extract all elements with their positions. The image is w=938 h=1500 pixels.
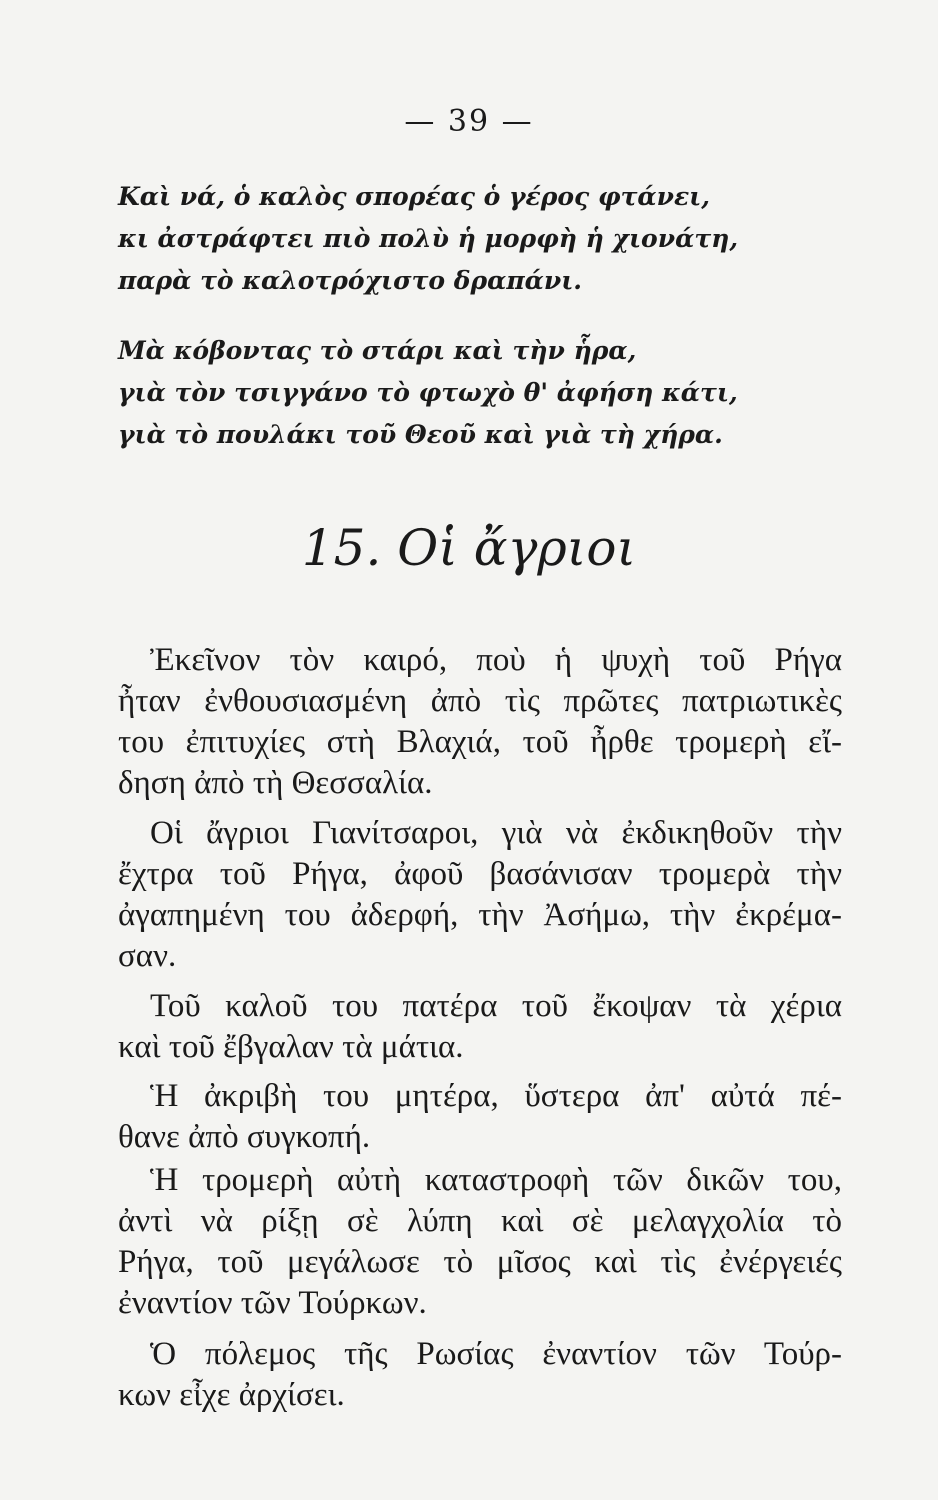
poem-stanza bbox=[118, 176, 838, 302]
paragraph-line: Οἱ ἄγριοι Γιανίτσαροι, γιὰ νὰ ἐκδικηθοῦν τὴν bbox=[150, 815, 842, 851]
poem-line: γιὰ τὸν τσιγγάνο τὸ φτωχὸ θ' ἀφήση κάτι, bbox=[118, 378, 738, 407]
paragraph-line: ἐναντίον τῶν Τούρκων. bbox=[118, 1285, 427, 1321]
poem-line: κι ἀστράφτει πιὸ πολὺ ἡ μορφὴ ἡ χιονάτη, bbox=[118, 224, 739, 253]
section-title: 15. Οἱ ἄγριοι bbox=[301, 519, 637, 577]
paragraph-line: Τοῦ καλοῦ του πατέρα τοῦ ἔκοψαν τὰ χέρια bbox=[150, 988, 842, 1024]
paragraph-line: σαν. bbox=[118, 938, 177, 974]
paragraph-line: ἀντὶ νὰ ρίξῃ σὲ λύπη καὶ σὲ μελαγχολία τὸ bbox=[118, 1203, 842, 1239]
paragraph-line: Ρήγα, τοῦ μεγάλωσε τὸ μῖσος καὶ τὶς ἐνέργειές bbox=[118, 1244, 842, 1280]
paragraph-line: καὶ τοῦ ἔβγαλαν τὰ μάτια. bbox=[118, 1029, 464, 1065]
paragraph-line: ἀγαπημένη του ἀδερφή, τὴν Ἀσήμω, τὴν ἐκρέμα- bbox=[118, 897, 842, 933]
paragraph-line: δηση ἀπὸ τὴ Θεσσαλία. bbox=[118, 765, 433, 801]
paragraph-line: κων εἶχε ἀρχίσει. bbox=[118, 1377, 345, 1413]
paragraph-line: Ἐκεῖνον τὸν καιρό, ποὺ ἡ ψυχὴ τοῦ Ρήγα bbox=[150, 642, 842, 678]
paragraph-line: ἦταν ἐνθουσιασμένη ἀπὸ τὶς πρῶτες πατριωτικὲς bbox=[118, 683, 842, 719]
paragraph-line: του ἐπιτυχίες στὴ Βλαχιά, τοῦ ἦρθε τρομερὴ εἴ- bbox=[118, 724, 842, 760]
paragraph-line: Ἡ ἀκριβὴ του μητέρα, ὕστερα ἀπ' αὐτά πέ- bbox=[150, 1078, 842, 1114]
paragraph-line: Ἡ τρομερὴ αὐτὴ καταστροφὴ τῶν δικῶν του, bbox=[150, 1162, 842, 1198]
poem-line: Καὶ νά, ὁ καλὸς σπορέας ὁ γέρος φτάνει, bbox=[118, 182, 710, 211]
paragraph bbox=[118, 1076, 842, 1158]
paragraph bbox=[118, 986, 842, 1068]
poem-stanza bbox=[118, 330, 838, 456]
poem-line: Μὰ κόβοντας τὸ στάρι καὶ τὴν ἧρα, bbox=[118, 336, 637, 365]
paragraph bbox=[118, 1334, 842, 1416]
paragraph bbox=[118, 813, 842, 977]
paragraph bbox=[118, 1160, 842, 1324]
poem-line: παρὰ τὸ καλοτρόχιστο δραπάνι. bbox=[118, 266, 583, 295]
poem-line: γιὰ τὸ πουλάκι τοῦ Θεοῦ καὶ γιὰ τὴ χήρα. bbox=[118, 420, 723, 449]
paragraph bbox=[118, 640, 842, 804]
paragraph-line: Ὁ πόλεμος τῆς Ρωσίας ἐναντίον τῶν Τούρ- bbox=[150, 1336, 842, 1372]
paragraph-line: ἔχτρα τοῦ Ρήγα, ἀφοῦ βασάνισαν τρομερὰ τὴν bbox=[118, 856, 842, 892]
paragraph-line: θανε ἀπὸ συγκοπή. bbox=[118, 1119, 371, 1155]
page-number: — 39 — bbox=[404, 104, 534, 139]
